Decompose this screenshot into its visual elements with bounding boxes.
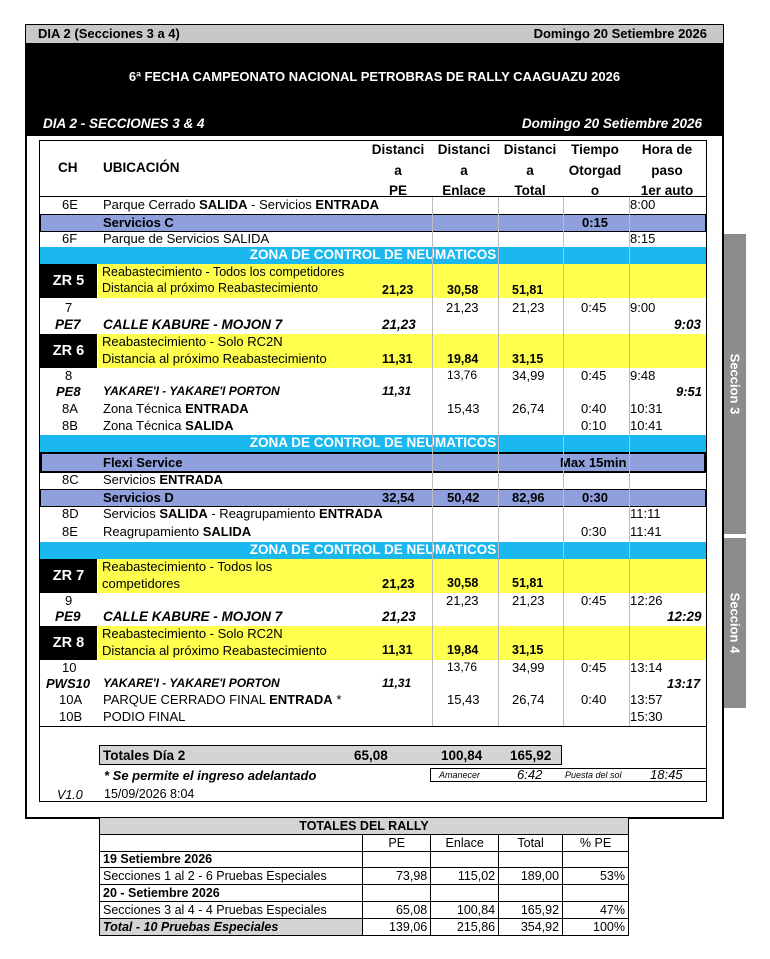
- event-title: 6ª FECHA CAMPEONATO NACIONAL PETROBRAS DE RALLY CAAGUAZU 2026: [128, 69, 621, 84]
- band-tyre-control-2: ZONA DE CONTROL DE NEUMATICOS: [40, 435, 706, 452]
- sunrise-time: 6:42: [517, 767, 543, 782]
- col-ch: CH: [58, 160, 78, 175]
- sunset-time: 18:45: [650, 767, 683, 782]
- row-pws10: PWS10 YAKARE'I - YAKARE'I PORTON 11,31 13:17: [46, 676, 701, 691]
- sections-date: Domingo 20 Setiembre 2026: [521, 116, 702, 131]
- sun-times-box: [430, 768, 707, 782]
- row-8b: 8B Zona Técnica SALIDA 0:10 10:41: [62, 418, 663, 433]
- totals-day-pe: 65,08: [354, 748, 388, 763]
- row-flexi-service: Flexi Service Max 15min: [40, 452, 706, 473]
- col-sep: [432, 197, 433, 727]
- row-pe7: PE7 CALLE KABURE - MOJON 7 21,23 9:03: [55, 317, 702, 332]
- zr5-label: ZR 5: [40, 264, 97, 298]
- sections-title: DIA 2 - SECCIONES 3 & 4: [43, 116, 205, 131]
- col-dist-total: Distanci a Total: [503, 142, 557, 198]
- rally-totals-table: TOTALES DEL RALLY PE Enlace Total % PE 19 Setiembre 2026 Secciones 1 al 2 - 6 Pruebas Especiales 73,98 115,02 189,00 53% 20 - Setiembre 2026 Secciones 3 al 4 - 4 Pruebas Especiales 65,08 100,84 165,92 47% Total - 10 Pruebas Especiales 139,06 215,86 354,92 100%: [99, 817, 629, 936]
- row-9: 9 21,23 21,23 0:45 12:26: [65, 593, 663, 608]
- row-8: 8 13,76 34,99 0:45 9:48: [65, 368, 656, 383]
- date-label: Domingo 20 Setiembre 2026: [533, 26, 707, 41]
- version: V1.0: [57, 788, 83, 802]
- version-date: 15/09/2026 8:04: [104, 787, 195, 801]
- totals-day-total: 165,92: [510, 748, 552, 763]
- col-dist-enlace: Distanci a Enlace: [437, 142, 491, 198]
- early-entry-note: * Se permite el ingreso adelantado: [104, 768, 317, 783]
- title-banner: [25, 44, 724, 136]
- row-zr8: Reabastecimiento - Solo RC2N Distancia al próximo Reabastecimiento 11,31 19,84 31,15: [102, 626, 544, 658]
- band-tyre-control-1: ZONA DE CONTROL DE NEUMATICOS: [40, 247, 706, 264]
- section-3-tab: Seccion 3: [724, 234, 746, 534]
- row-zr7: Reabastecimiento - Todos los competidores 21,23 30,58 51,81: [102, 559, 544, 591]
- row-zr5: Reabastecimiento - Todos los competidores Distancia al próximo Reabastecimiento 21,23 30,58 51,81: [102, 265, 544, 297]
- sunset-label: Puesta del sol: [565, 770, 622, 780]
- row-8a: 8A Zona Técnica ENTRADA 15,43 26,74 0:40 10:31: [62, 401, 663, 416]
- sunrise-label: Amanecer: [439, 770, 481, 780]
- row-7: 7 21,23 21,23 0:45 9:00: [65, 300, 656, 315]
- col-sep: [563, 197, 564, 727]
- row-8c: 8C Servicios ENTRADA: [62, 472, 223, 487]
- rally-totals-title: TOTALES DEL RALLY: [100, 818, 629, 835]
- col-tiempo: Tiempo Otorgad o: [568, 142, 622, 198]
- row-zr6: Reabastecimiento - Solo RC2N Distancia al próximo Reabastecimiento 11,31 19,84 31,15: [102, 334, 544, 366]
- row-pe8: PE8 YAKARE'I - YAKARE'I PORTON 11,31 9:51: [56, 384, 703, 399]
- row-pe9: PE9 CALLE KABURE - MOJON 7 21,23 12:29: [55, 609, 702, 624]
- zr6-label: ZR 6: [40, 334, 97, 368]
- totals-day-label: Totales Día 2: [103, 748, 186, 763]
- row-servicios-d: Servicios D 32,54 50,42 82,96 0:30: [40, 489, 706, 507]
- row-6e: 6E Parque Cerrado SALIDA - Servicios ENTRADA 8:00: [62, 197, 656, 212]
- row-10: 10 13,76 34,99 0:45 13:14: [62, 660, 663, 675]
- col-sep: [498, 197, 499, 727]
- row-10b: 10B PODIO FINAL 15:30: [59, 709, 663, 724]
- row-servicios-c: Servicios C 0:15: [40, 214, 706, 232]
- row-8d: 8D Servicios SALIDA - Reagrupamiento ENTRADA 11:11: [62, 506, 661, 521]
- top-bar: [25, 24, 724, 44]
- body-bottom-line: [39, 726, 707, 727]
- col-dist-pe: Distanci a PE: [371, 142, 425, 198]
- totals-day-enlace: 100,84: [441, 748, 483, 763]
- zr7-label: ZR 7: [40, 559, 97, 593]
- col-hora: Hora de paso 1er auto: [640, 142, 694, 198]
- band-tyre-control-3: ZONA DE CONTROL DE NEUMATICOS: [40, 542, 706, 559]
- row-8e: 8E Reagrupamiento SALIDA 0:30 11:41: [62, 524, 662, 539]
- row-6f: 6F Parque de Servicios SALIDA 8:15: [62, 231, 656, 246]
- section-4-tab: Seccion 4: [724, 538, 746, 708]
- rally-total-row: Total - 10 Pruebas Especiales 139,06 215,86 354,92 100%: [100, 918, 629, 935]
- rally-day2-row: Secciones 3 al 4 - 4 Pruebas Especiales 65,08 100,84 165,92 47%: [100, 901, 629, 918]
- totals-day-row: [99, 745, 562, 765]
- day-label: DIA 2 (Secciones 3 a 4): [38, 26, 180, 41]
- col-sep: [629, 197, 630, 727]
- row-10a: 10A PARQUE CERRADO FINAL ENTRADA * 15,43 26,74 0:40 13:57: [59, 692, 663, 707]
- rally-day1-row: Secciones 1 al 2 - 6 Pruebas Especiales 73,98 115,02 189,00 53%: [100, 868, 629, 885]
- col-ubicacion: UBICACIÓN: [103, 160, 180, 175]
- zr8-label: ZR 8: [40, 626, 97, 660]
